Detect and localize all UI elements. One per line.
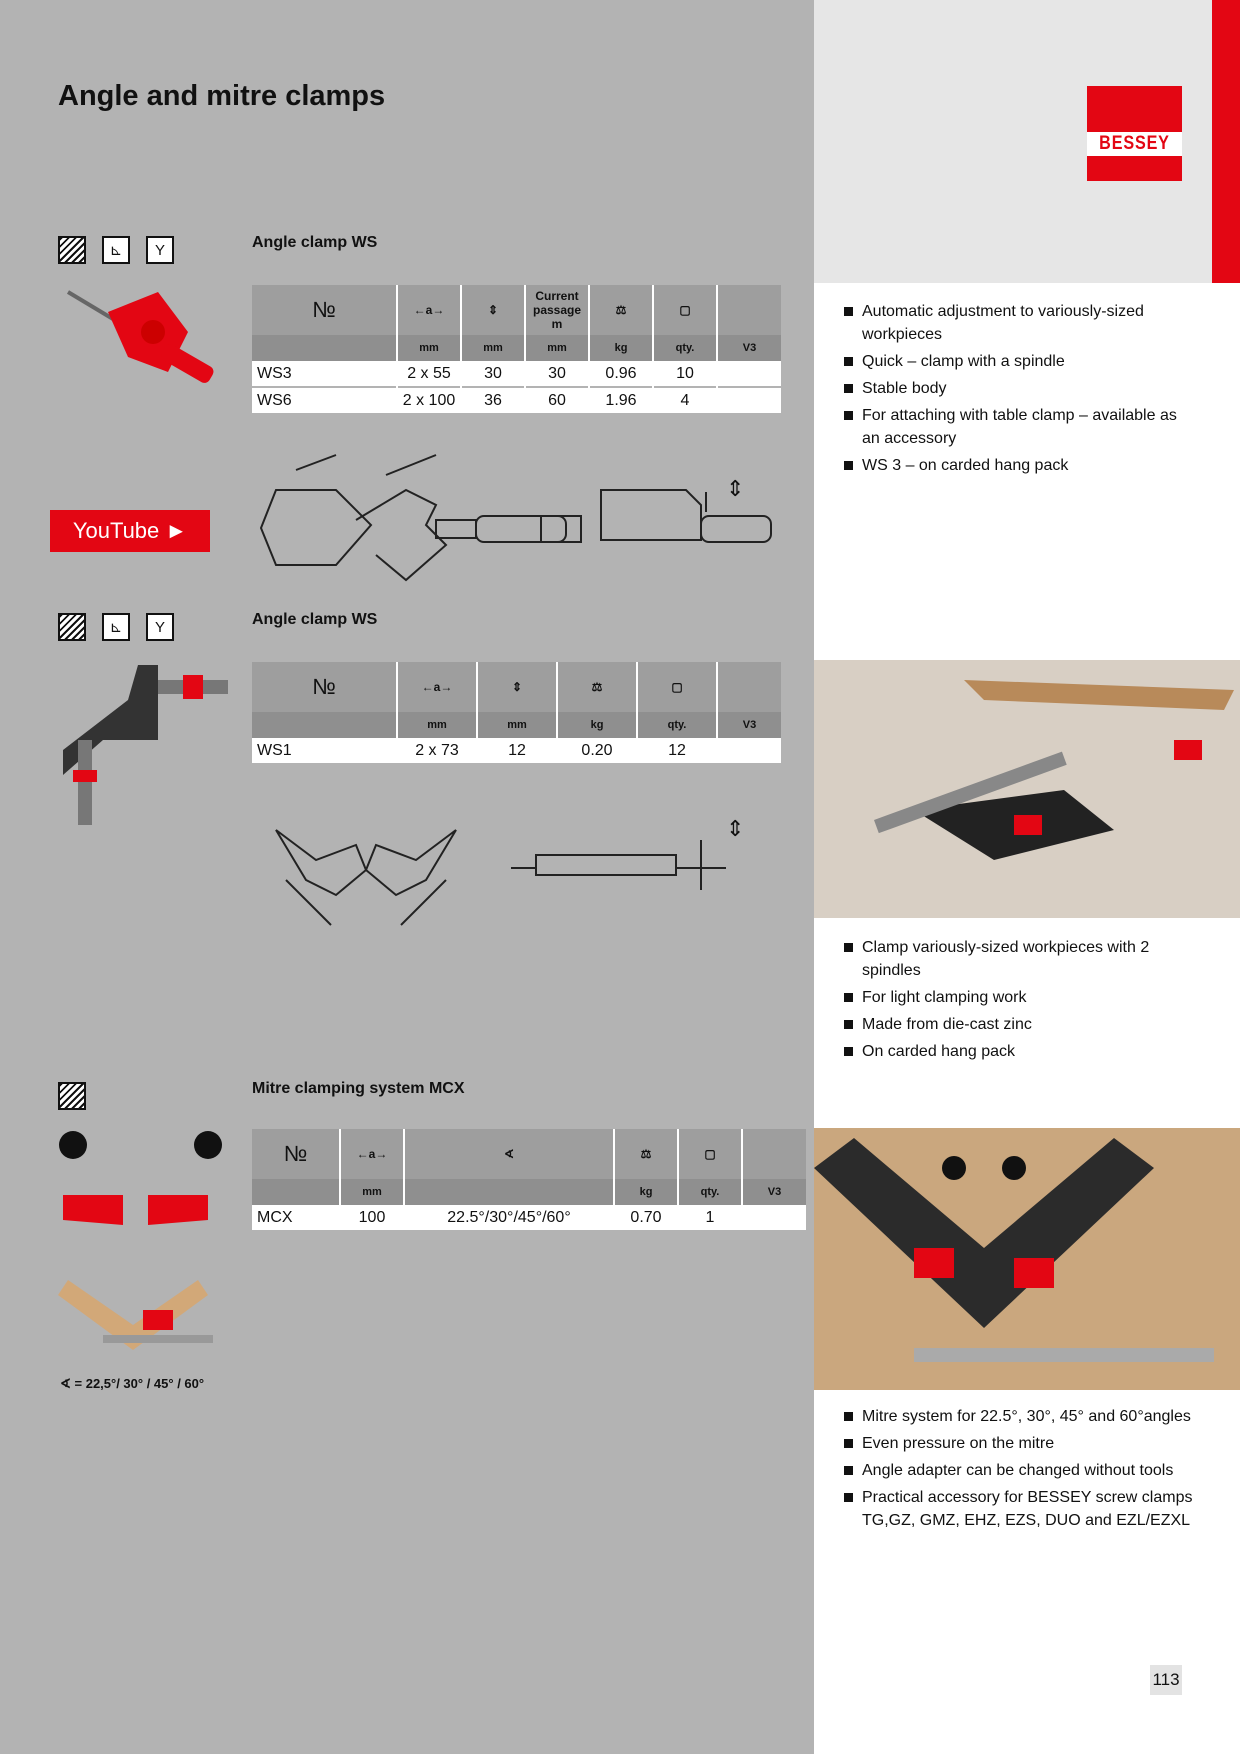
feature-item: Quick – clamp with a spindle	[844, 350, 1194, 373]
col-no: №	[252, 662, 397, 712]
section-3-features	[844, 1405, 1194, 1536]
box-icon: ▢	[678, 1129, 742, 1179]
spec-table-mcx: № ←a→ ∢ ⚖ ▢ mm kg qty. V3 MCX 100 22.5°/30°/45°/60° 0.70 1	[252, 1129, 806, 1230]
wood-hatch-icon	[58, 613, 86, 641]
feature-item: Practical accessory for BESSEY screw clamps TG,GZ, GMZ, EHZ, EZS, DUO and EZL/EZXL	[844, 1486, 1194, 1532]
angle-k-icon: ⊾	[102, 613, 130, 641]
wood-hatch-icon	[58, 1082, 86, 1110]
col-width-a: ←a→	[397, 662, 477, 712]
wood-hatch-icon	[58, 236, 86, 264]
col-no: №	[252, 285, 397, 335]
col-width-a: ←a→	[340, 1129, 404, 1179]
col-current-passage: Current passage m	[525, 285, 589, 335]
ws1-product-photo	[58, 660, 238, 840]
feature-item: WS 3 – on carded hang pack	[844, 454, 1194, 477]
feature-item: Even pressure on the mitre	[844, 1432, 1194, 1455]
ws1-technical-drawing	[256, 800, 756, 930]
ws3-product-photo	[58, 282, 228, 387]
glass-icon: Y	[146, 613, 174, 641]
spec-table-ws1: № ←a→ ⇕ ⚖ ▢ mm mm kg qty. V3 WS1 2 x 73 12 0.20 12	[252, 662, 781, 763]
unit: V3	[717, 335, 781, 361]
depth-icon: ⇕	[461, 285, 525, 335]
feature-item: Automatic adjustment to variously-sized workpieces	[844, 300, 1194, 346]
bessey-logo: BESSEY	[1087, 86, 1182, 181]
weight-scale-icon: ⚖	[557, 662, 637, 712]
box-icon: ▢	[637, 662, 717, 712]
unit: kg	[589, 335, 653, 361]
feature-item: Made from die-cast zinc	[844, 1013, 1194, 1036]
feature-item: Angle adapter can be changed without tools	[844, 1459, 1194, 1482]
section-2-title: Angle clamp WS	[252, 611, 378, 628]
ws-technical-drawing	[256, 450, 786, 585]
feature-item: For attaching with table clamp – available as an accessory	[844, 404, 1194, 450]
section-3-title: Mitre clamping system MCX	[252, 1080, 465, 1097]
feature-item: On carded hang pack	[844, 1040, 1194, 1063]
section-1-features	[844, 300, 1194, 481]
table-row: MCX 100 22.5°/30°/45°/60° 0.70 1	[252, 1205, 806, 1230]
feature-item: Clamp variously-sized workpieces with 2 spindles	[844, 936, 1194, 982]
mcx-usage-photo	[814, 1128, 1240, 1390]
weight-scale-icon: ⚖	[589, 285, 653, 335]
glass-icon: Y	[146, 236, 174, 264]
unit: mm	[461, 335, 525, 361]
unit: mm	[525, 335, 589, 361]
angle-k-icon: ⊾	[102, 236, 130, 264]
table-row: WS3 2 x 55 30 30 0.96 10	[252, 361, 781, 387]
table-row: WS1 2 x 73 12 0.20 12	[252, 738, 781, 763]
depth-icon: ⇕	[726, 816, 745, 841]
depth-icon: ⇕	[726, 476, 745, 501]
box-icon: ▢	[653, 285, 717, 335]
youtube-button[interactable]: YouTube ►	[50, 510, 210, 552]
section-1-title: Angle clamp WS	[252, 234, 378, 251]
page-title: Angle and mitre clamps	[58, 80, 386, 112]
feature-item: For light clamping work	[844, 986, 1194, 1009]
section-1-icons	[58, 236, 174, 264]
ws1-usage-photo	[814, 660, 1240, 918]
unit: qty.	[653, 335, 717, 361]
unit: mm	[397, 335, 461, 361]
feature-item: Stable body	[844, 377, 1194, 400]
section-2-features	[844, 936, 1194, 1067]
col-no: №	[252, 1129, 340, 1179]
feature-item: Mitre system for 22.5°, 30°, 45° and 60°angles	[844, 1405, 1194, 1428]
col-v3-blank	[717, 285, 781, 335]
section-3-icons	[58, 1082, 86, 1110]
depth-icon: ⇕	[477, 662, 557, 712]
red-accent-strip	[1212, 0, 1240, 283]
page-number: 113	[1150, 1665, 1182, 1695]
spec-table-ws3-ws6	[252, 285, 781, 413]
mcx-product-photo	[58, 1125, 228, 1375]
table-row: WS6 2 x 100 36 60 1.96 4	[252, 387, 781, 413]
weight-scale-icon: ⚖	[614, 1129, 678, 1179]
mcx-angle-note: ∢ = 22,5°/ 30° / 45° / 60°	[60, 1376, 205, 1391]
section-2-icons	[58, 613, 174, 641]
col-width-a: ←a→	[397, 285, 461, 335]
angle-icon: ∢	[404, 1129, 614, 1179]
